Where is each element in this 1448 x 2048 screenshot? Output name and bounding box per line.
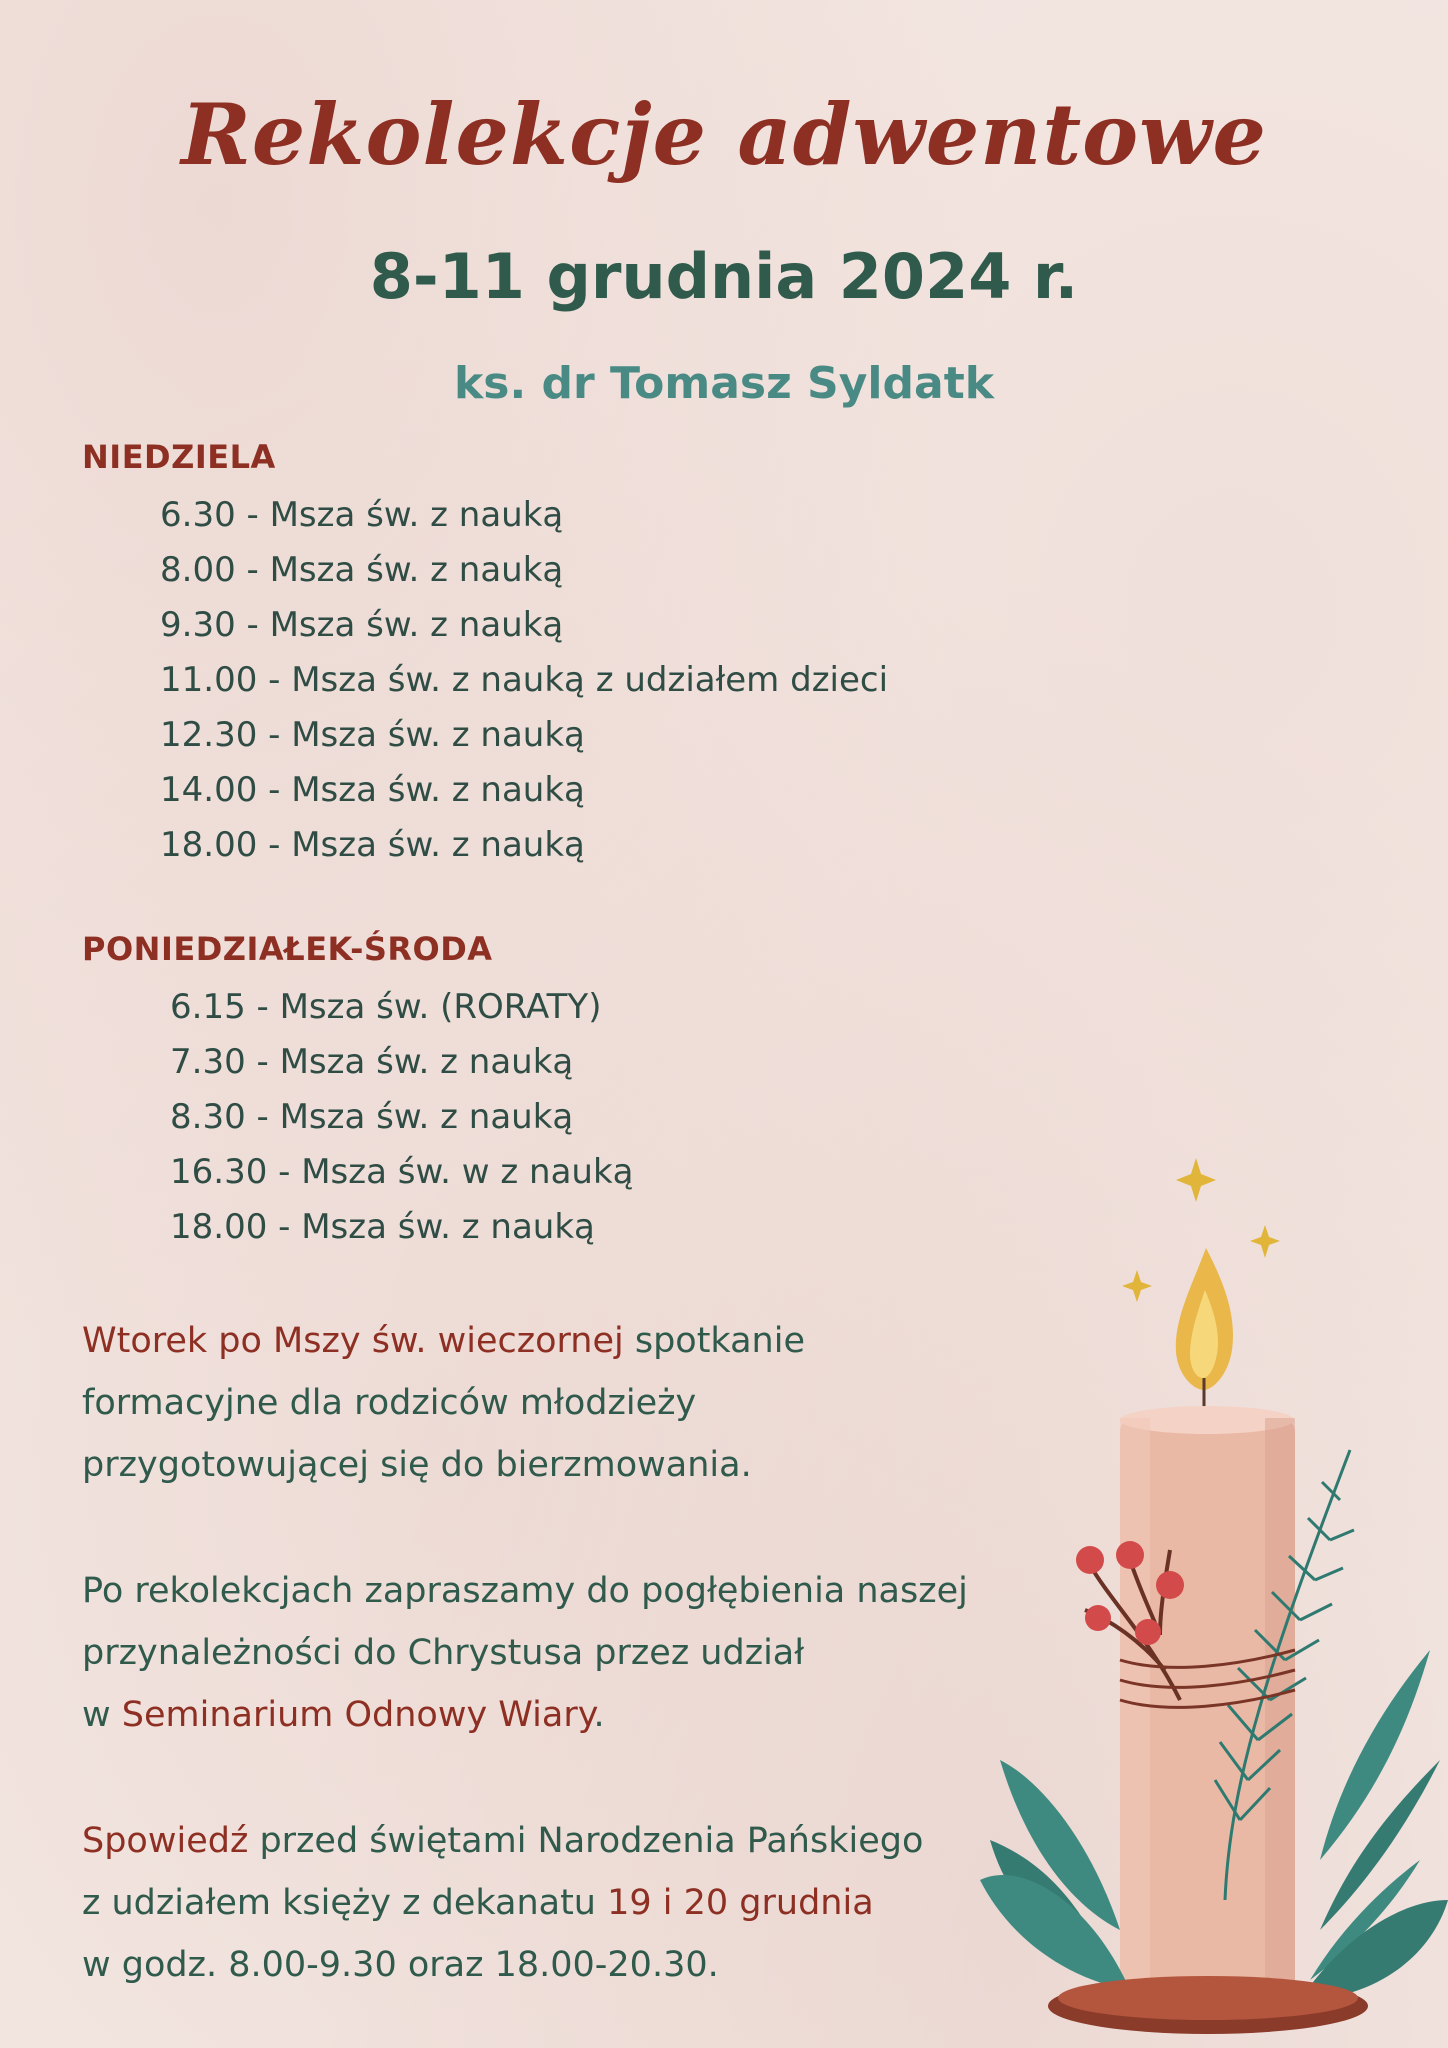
seminar-note <box>82 1560 1042 1746</box>
seminar-name: Seminarium Odnowy Wiary <box>121 1695 594 1735</box>
sunday-heading: NIEDZIELA <box>82 438 276 476</box>
seminar-note-line3-prefix: w <box>82 1695 122 1735</box>
schedule-item: 12.30 - Msza św. z nauką <box>160 715 585 755</box>
tuesday-note-line1: spotkanie <box>623 1321 805 1361</box>
tuesday-note-lead: Wtorek po Mszy św. wieczornej <box>82 1321 624 1361</box>
confession-note <box>82 1810 1042 1996</box>
schedule-item: 16.30 - Msza św. w z nauką <box>170 1152 634 1192</box>
schedule-item: 18.00 - Msza św. z nauką <box>160 825 585 865</box>
confession-note-line3: w godz. 8.00-9.30 oraz 18.00-20.30. <box>82 1945 719 1985</box>
seminar-note-line3-suffix: . <box>593 1695 605 1735</box>
sunday-schedule <box>160 488 888 873</box>
sparkle-icon <box>1176 1158 1216 1202</box>
schedule-item: 8.00 - Msza św. z nauką <box>160 550 564 590</box>
tuesday-note <box>82 1310 1042 1496</box>
seminar-note-line1: Po rekolekcjach zapraszamy do pogłębienia naszej <box>82 1571 968 1611</box>
flame-icon <box>1176 1248 1233 1410</box>
weekdays-schedule <box>170 980 634 1255</box>
schedule-item: 9.30 - Msza św. z nauką <box>160 605 564 645</box>
weekdays-heading: PONIEDZIAŁEK-ŚRODA <box>82 930 493 968</box>
confession-note-line2-prefix: z udziałem księży z dekanatu <box>82 1883 608 1923</box>
speaker-name: ks. dr Tomasz Syldatk <box>454 358 994 409</box>
tuesday-note-line3: przygotowującej się do bierzmowania. <box>82 1445 752 1485</box>
schedule-item: 18.00 - Msza św. z nauką <box>170 1207 595 1247</box>
schedule-item: 14.00 - Msza św. z nauką <box>160 770 585 810</box>
sparkle-icon <box>1250 1225 1280 1258</box>
schedule-item: 6.30 - Msza św. z nauką <box>160 495 564 535</box>
tuesday-note-line2: formacyjne dla rodziców młodzieży <box>82 1383 697 1423</box>
confession-note-lead: Spowiedź <box>82 1821 249 1861</box>
candle-illustration <box>980 1140 1448 2048</box>
page-title: Rekolekcje adwentowe <box>181 85 1267 184</box>
schedule-item: 6.15 - Msza św. (RORATY) <box>170 987 602 1027</box>
candle-body <box>1120 1406 1295 1998</box>
schedule-item: 11.00 - Msza św. z nauką z udziałem dzieci <box>160 660 889 700</box>
candle-plate <box>1048 1976 1368 2034</box>
seminar-note-line2: przynależności do Chrystusa przez udział <box>82 1633 805 1673</box>
sparkle-icon <box>1122 1270 1152 1302</box>
event-date: 8-11 grudnia 2024 r. <box>369 240 1079 313</box>
confession-note-line1: przed świętami Narodzenia Pańskiego <box>248 1821 924 1861</box>
schedule-item: 8.30 - Msza św. z nauką <box>170 1097 574 1137</box>
confession-dates: 19 i 20 grudnia <box>607 1883 874 1923</box>
schedule-item: 7.30 - Msza św. z nauką <box>170 1042 574 1082</box>
